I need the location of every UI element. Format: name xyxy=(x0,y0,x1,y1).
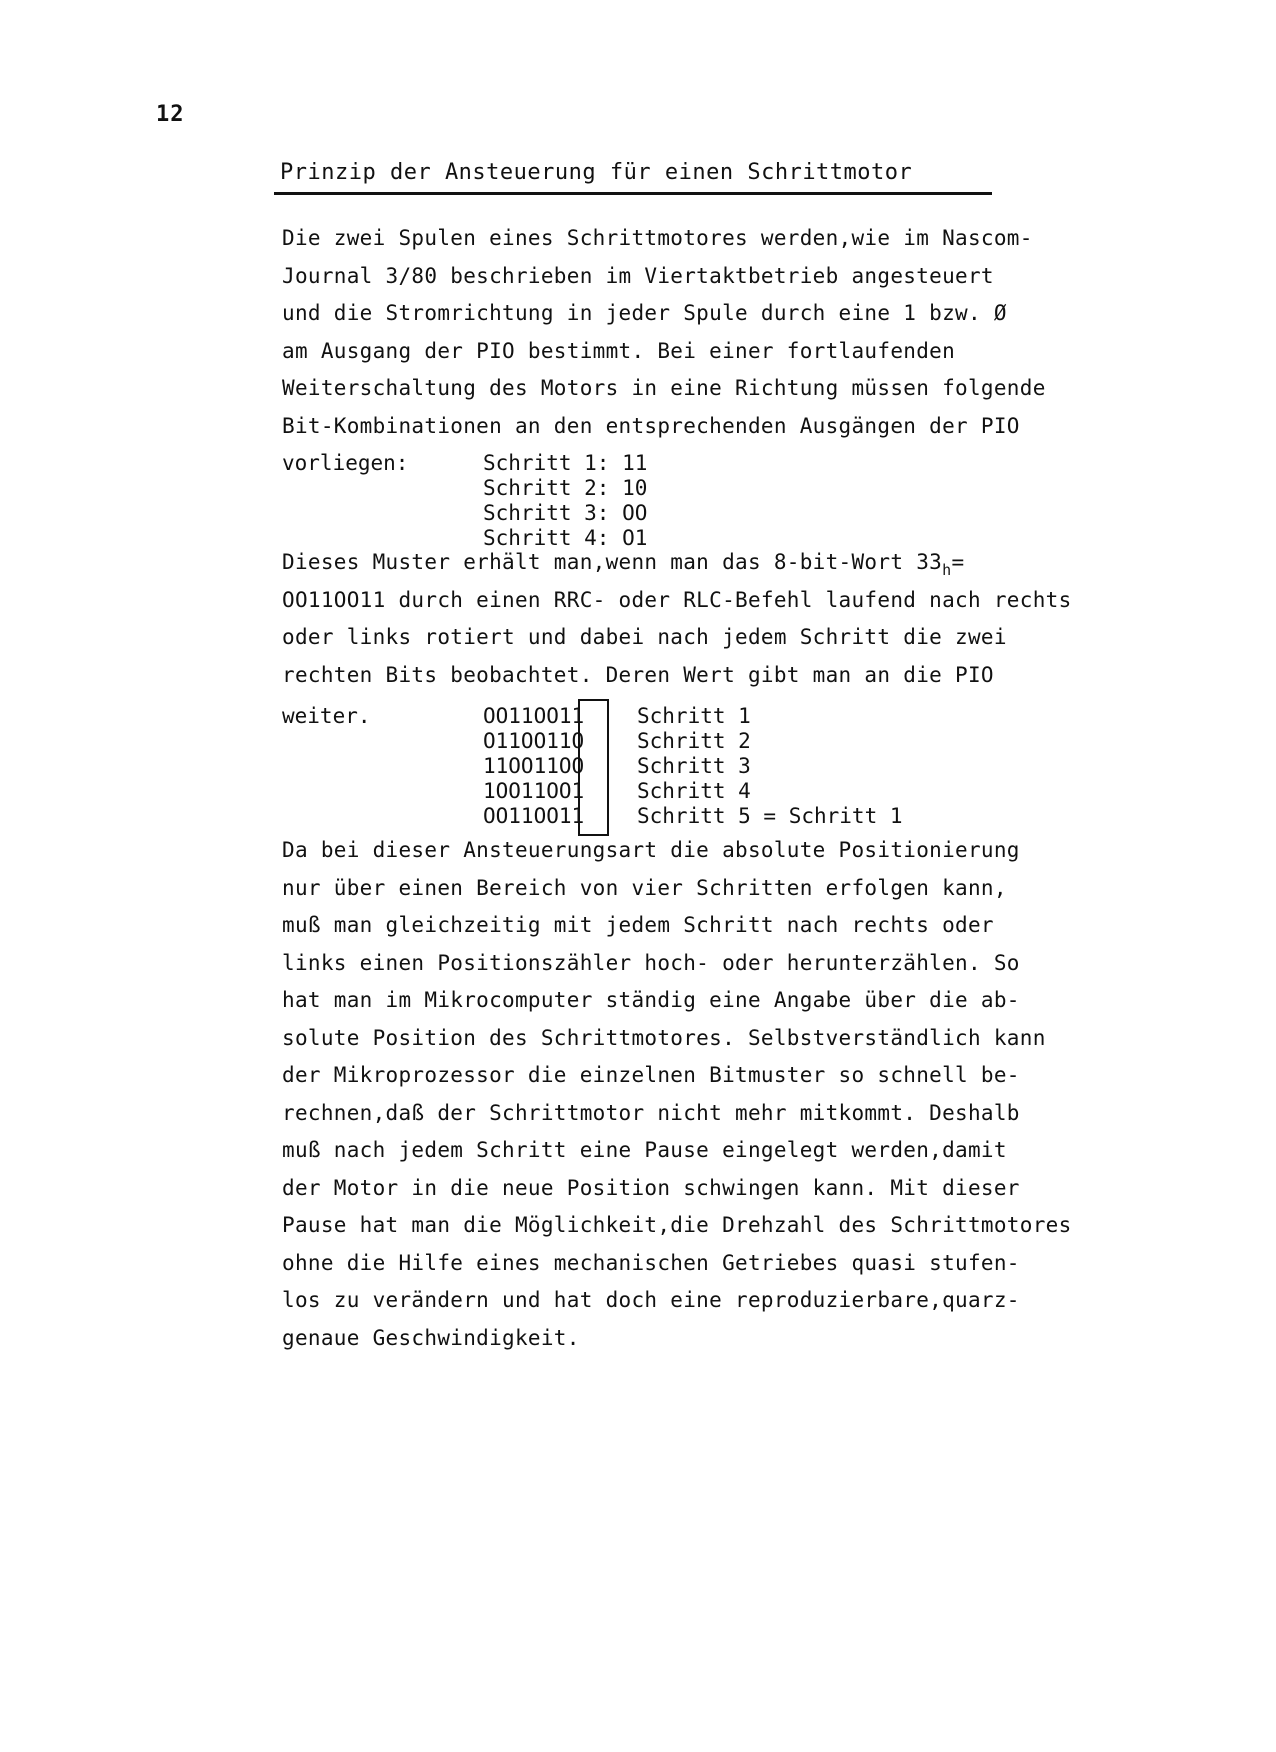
text-line: links einen Positionszähler hoch- oder herunterzählen. So xyxy=(282,950,1020,975)
rotation-table xyxy=(483,704,903,829)
paragraph-intro xyxy=(282,220,1046,445)
text-line: oder links rotiert und dabei nach jedem Schritt die zwei xyxy=(282,625,1007,649)
step-row: Schritt 1: 11 xyxy=(483,451,648,475)
step-label: Schritt 4 xyxy=(637,779,751,803)
text-line: muß nach jedem Schritt eine Pause eingelegt werden,damit xyxy=(282,1138,1007,1162)
text-fragment: = xyxy=(951,550,965,574)
rotation-row xyxy=(483,704,903,729)
text-line: genaue Geschwindigkeit. xyxy=(282,1325,580,1350)
text-line: Die zwei Spulen eines Schrittmotores werden,wie im Nascom- xyxy=(282,226,1033,250)
hex-subscript: h xyxy=(942,561,952,579)
rotation-row xyxy=(483,754,903,779)
paragraph-positioning xyxy=(282,832,1072,1357)
bit-pattern: 1OO11OO1 xyxy=(483,779,585,803)
text-line: rechnen,daß der Schrittmotor nicht mehr mitkommt. Deshalb xyxy=(282,1100,1020,1125)
text-line xyxy=(282,544,1072,582)
step-label: Schritt 3 xyxy=(637,754,751,778)
text-line: der Mikroprozessor die einzelnen Bitmuster so schnell be- xyxy=(282,1063,1020,1087)
text-line: am Ausgang der PIO bestimmt. Bei einer fortlaufenden xyxy=(282,338,956,363)
text-fragment: Dieses Muster erhält man,wenn man das 8-bit-Wort 33 xyxy=(282,550,943,574)
text-line: muß man gleichzeitig mit jedem Schritt nach rechts oder xyxy=(282,913,994,937)
step-label: Schritt 1 xyxy=(637,704,751,728)
paragraph-rotation xyxy=(282,544,1072,694)
step-row: Schritt 4: O1 xyxy=(483,526,648,550)
text-line: Bit-Kombinationen an den entsprechenden Ausgängen der PIO xyxy=(282,413,1020,438)
bit-pattern: O11OO11O xyxy=(483,729,585,753)
text-line: Da bei dieser Ansteuerungsart die absolute Positionierung xyxy=(282,838,1020,862)
right-bits-box xyxy=(578,699,609,836)
step-label: Schritt 2 xyxy=(637,729,751,753)
text-line: und die Stromrichtung in jeder Spule durch eine 1 bzw. Ø xyxy=(282,301,1007,325)
page-number: 12 xyxy=(156,102,185,127)
text-line: los zu verändern und hat doch eine reproduzierbare,quarz- xyxy=(282,1288,1020,1312)
text-line: rechten Bits beobachtet. Deren Wert gibt man an die PIO xyxy=(282,662,994,687)
text-line: ohne die Hilfe eines mechanischen Getriebes quasi stufen- xyxy=(282,1250,1020,1275)
text-line: OO11OO11 durch einen RRC- oder RLC-Befehl laufend nach rechts xyxy=(282,587,1072,612)
rotation-row xyxy=(483,779,903,804)
step-label: Schritt 5 = Schritt 1 xyxy=(637,804,903,828)
steps-list xyxy=(483,451,647,551)
title-underline xyxy=(274,192,992,195)
text-line: der Motor in die neue Position schwingen kann. Mit dieser xyxy=(282,1175,1020,1200)
text-line: nur über einen Bereich von vier Schritten erfolgen kann, xyxy=(282,875,1007,900)
rotation-row xyxy=(483,804,903,829)
bit-pattern: 11OO11OO xyxy=(483,754,585,778)
bit-pattern: OO11OO11 xyxy=(483,704,585,728)
text-line: hat man im Mikrocomputer ständig eine Angabe über die ab- xyxy=(282,988,1020,1012)
text-line: Journal 3/80 beschrieben im Viertaktbetrieb angesteuert xyxy=(282,263,994,288)
rotation-lead-text: weiter. xyxy=(282,704,371,728)
section-title: Prinzip der Ansteuerung für einen Schrittmotor xyxy=(280,160,913,185)
rotation-row xyxy=(483,729,903,754)
text-line: Pause hat man die Möglichkeit,die Drehzahl des Schrittmotores xyxy=(282,1213,1072,1237)
text-line: solute Position des Schrittmotores. Selbstverständlich kann xyxy=(282,1025,1046,1050)
text-line: Weiterschaltung des Motors in eine Richtung müssen folgende xyxy=(282,376,1046,400)
step-row: Schritt 3: OO xyxy=(483,501,648,525)
steps-lead-text: vorliegen: xyxy=(282,451,409,475)
bit-pattern: OO11OO11 xyxy=(483,804,585,828)
step-row: Schritt 2: 10 xyxy=(483,476,648,500)
